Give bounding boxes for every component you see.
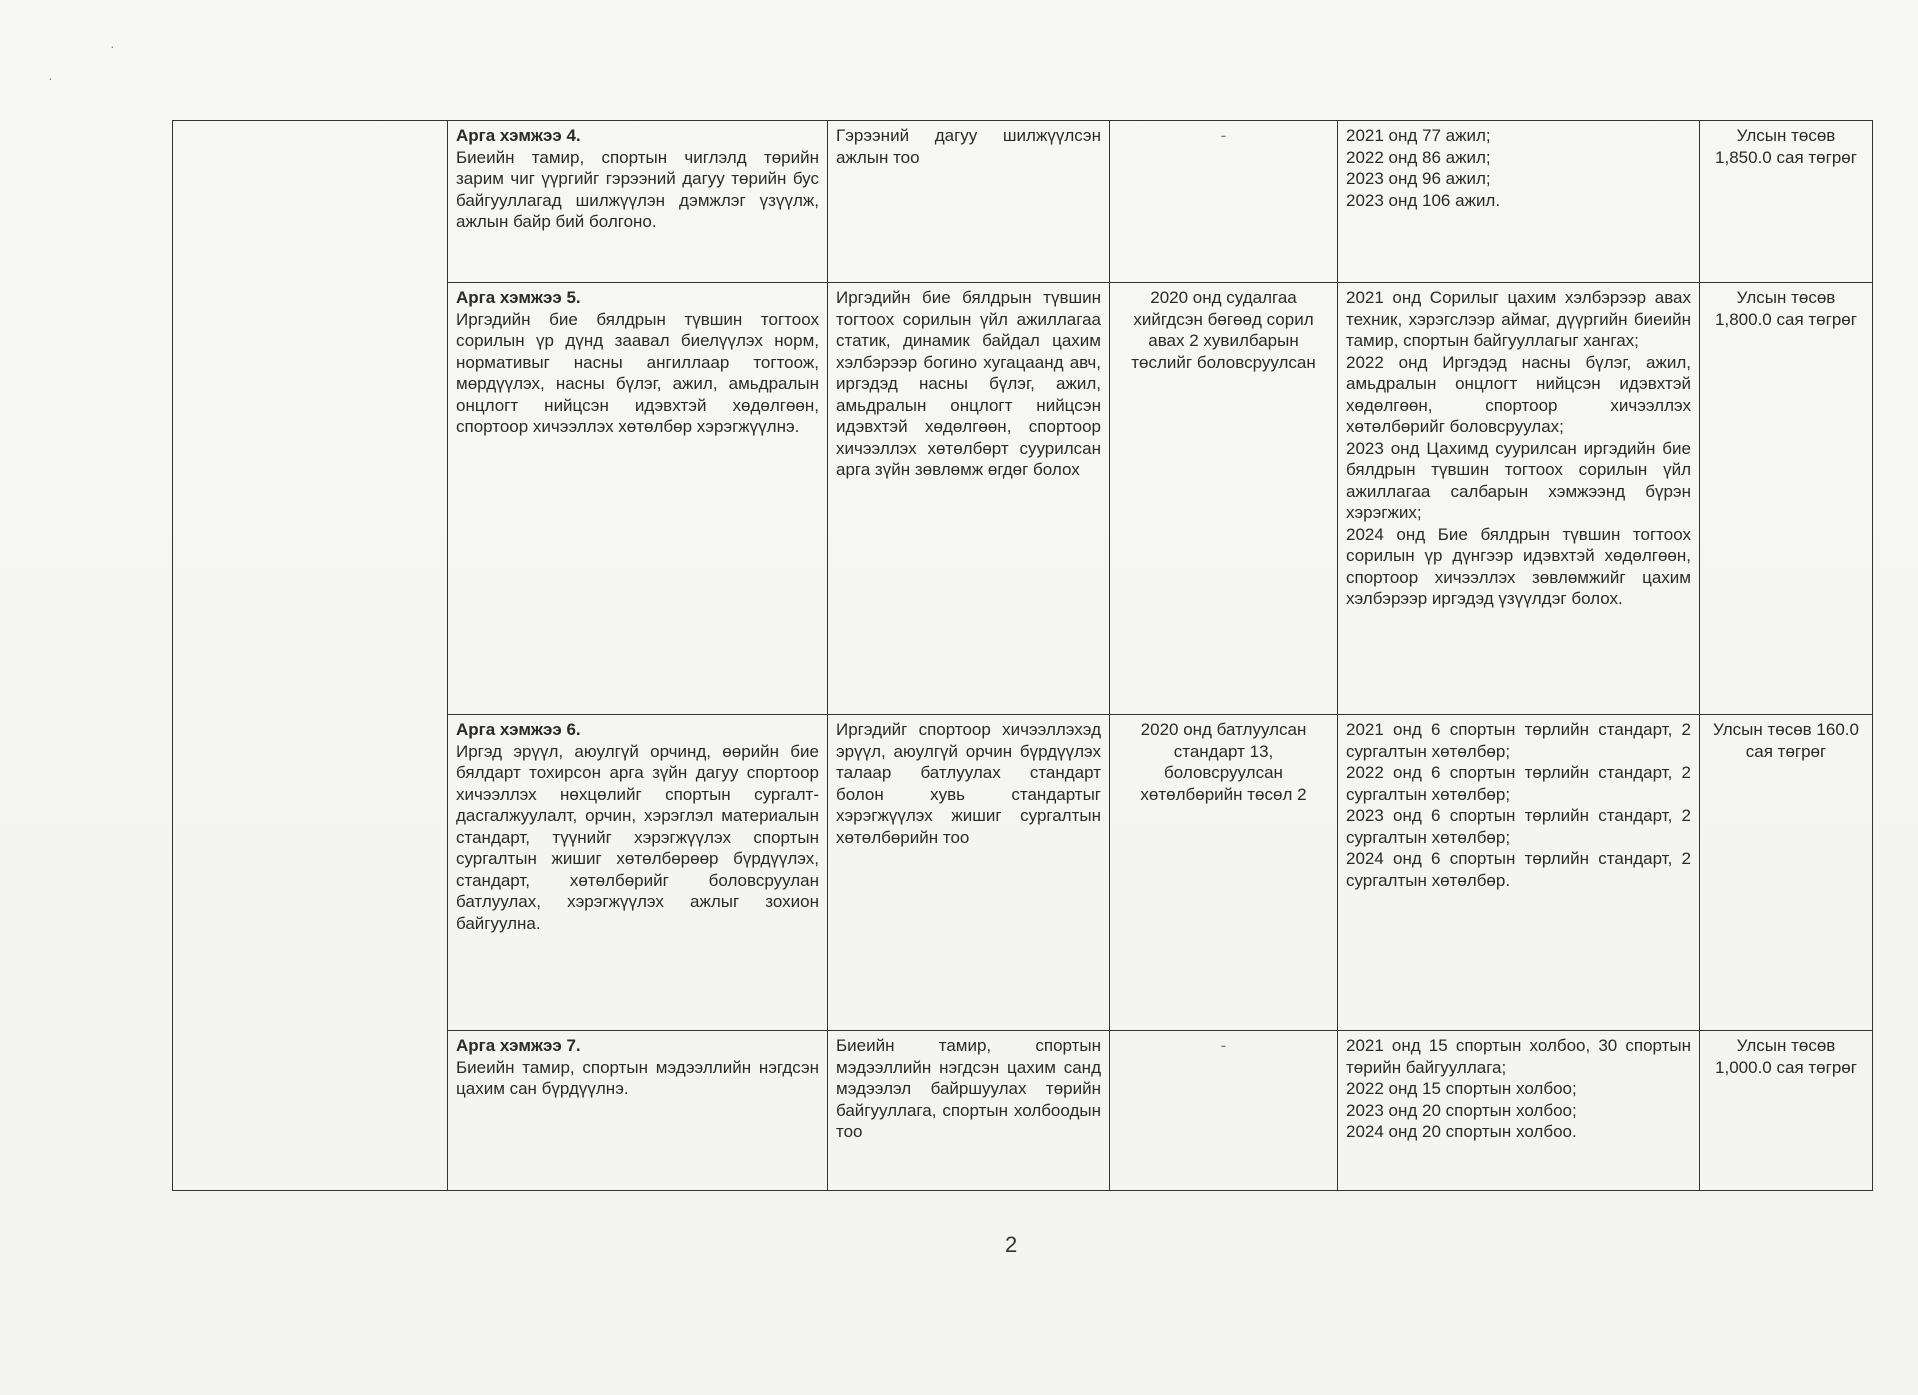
baseline-cell: 2020 онд судалгаа хийгдсэн бөгөөд сорил авах 2 хувилбарын төслийг боловсруулсан <box>1110 283 1338 715</box>
measure-title: Арга хэмжээ 5. <box>456 288 581 307</box>
target-item: 2023 онд 106 ажил. <box>1346 190 1501 210</box>
target-item: 2024 онд 6 спортын төрлийн стандарт, 2 сургалтын хөтөлбөр. <box>1346 849 1691 890</box>
objective-cell <box>173 121 448 1191</box>
target-item: 2023 онд 6 спортын төрлийн стандарт, 2 сургалтын хөтөлбөр; <box>1346 806 1691 847</box>
target-item: 2024 онд 20 спортын холбоо. <box>1346 1122 1577 1141</box>
target-cell <box>1338 121 1700 283</box>
baseline-text: - <box>1220 126 1227 145</box>
target-item: 2022 онд 86 ажил; <box>1346 147 1491 167</box>
target-item: 2023 онд 20 спортын холбоо; <box>1346 1100 1577 1120</box>
indicator-cell: Иргэдийн бие бялдрын түвшин тогтоох сорилын үйл ажиллагаа статик, динамик байдал цахим хэлбэрээр богино хугацаанд авч, иргэдэд насны бүлэг, ажил, амьдралын онцлогт нийцсэн идэвхтэй хөдөлгөөн, спортоор хичээллэх хөтөлбөрт суурилсан арга зүйн зөвлөмж өгдөг болох <box>828 283 1110 715</box>
budget-cell: Улсын төсөв 160.0 сая төгрөг <box>1700 715 1873 1031</box>
baseline-text: - <box>1220 1036 1227 1055</box>
measure-title: Арга хэмжээ 4. <box>456 126 581 145</box>
target-item: 2021 онд 6 спортын төрлийн стандарт, 2 сургалтын хөтөлбөр; <box>1346 720 1691 761</box>
measure-cell <box>448 715 828 1031</box>
baseline-cell <box>1110 121 1338 283</box>
target-item: 2024 онд Бие бялдрын түвшин тогтоох сорилын үр дүнгээр идэвхтэй хөдөлгөөн, спортоор хичээллэх зөвлөмжийг цахим хэлбэрээр иргэдэд үзүүлдэг болох. <box>1346 524 1691 608</box>
target-item: 2023 онд 96 ажил; <box>1346 169 1491 188</box>
target-item: 2021 онд 15 спортын холбоо, 30 спортын төрийн байгууллага; <box>1346 1036 1691 1077</box>
action-plan-table <box>172 120 1873 1191</box>
measure-cell <box>448 1031 828 1191</box>
measure-cell <box>448 283 828 715</box>
scan-speck: · <box>110 38 115 54</box>
target-item: 2021 онд 77 ажил; <box>1346 126 1491 145</box>
measure-text: Биеийн тамир, спортын мэдээллийн нэгдсэн цахим сан бүрдүүлнэ. <box>456 1057 819 1098</box>
target-item: 2022 онд 15 спортын холбоо; <box>1346 1079 1577 1098</box>
target-cell <box>1338 283 1700 715</box>
page-number: 2 <box>1005 1232 1018 1257</box>
measure-text: Иргэд эрүүл, аюулгүй орчинд, өөрийн бие бялдарт тохирсон арга зүйн дагуу спортоор хичээллэх нөхцөлийг спортын сургалт-дасгалжуулалт, орчин, хэрэглэл материалын стандарт, түүнийг хэрэгжүүлэх спортын сургалтын жишиг хөтөлбөрөөр бүрдүүлэх, стандарт, хөтөлбөрийг боловсруулан батлуулах, хэрэгжүүлэх ажлыг зохион байгуулна. <box>456 741 819 933</box>
baseline-cell: 2020 онд батлуулсан стандарт 13, боловсруулсан хөтөлбөрийн төсөл 2 <box>1110 715 1338 1031</box>
table-row <box>173 121 1873 283</box>
measure-text: Иргэдийн бие бялдрын түвшин тогтоох сорилын үр дүнд заавал биелүүлэх норм, нормативыг насны ангиллаар тогтоож, мөрдүүлэх, насны бүлэг, ажил, амьдралын онцлогт нийцсэн идэвхтэй хөдөлгөөн, спортоор хичээллэх хөтөлбөр хэрэгжүүлнэ. <box>456 309 819 436</box>
baseline-cell <box>1110 1031 1338 1191</box>
measure-text: Биеийн тамир, спортын чиглэлд төрийн зарим чиг үүргийг гэрээний дагуу төрийн бус байгууллагад шилжүүлэн дэмжлэг үзүүлж, ажлын байр бий болгоно. <box>456 147 819 231</box>
measure-cell <box>448 121 828 283</box>
indicator-cell: Биеийн тамир, спортын мэдээллийн нэгдсэн цахим санд мэдээлэл байршуулах төрийн байгууллага, спортын холбоодын тоо <box>828 1031 1110 1191</box>
measure-title: Арга хэмжээ 6. <box>456 720 581 739</box>
target-item: 2022 онд 6 спортын төрлийн стандарт, 2 сургалтын хөтөлбөр; <box>1346 763 1691 804</box>
budget-cell: Улсын төсөв 1,800.0 сая төгрөг <box>1700 283 1873 715</box>
budget-cell: Улсын төсөв 1,000.0 сая төгрөг <box>1700 1031 1873 1191</box>
indicator-cell: Иргэдийг спортоор хичээллэхэд эрүүл, аюулгүй орчин бүрдүүлэх талаар батлуулах стандарт болон хувь стандартыг хэрэгжүүлэх жишиг сургалтын хөтөлбөрийн тоо <box>828 715 1110 1031</box>
target-cell <box>1338 715 1700 1031</box>
measure-title: Арга хэмжээ 7. <box>456 1036 581 1055</box>
target-item: 2022 онд Иргэдэд насны бүлэг, ажил, амьдралын онцлогт нийцсэн идэвхтэй хөдөлгөөн, спортоор хичээллэх хөтөлбөрийг боловсруулах; <box>1346 352 1691 436</box>
budget-cell: Улсын төсөв 1,850.0 сая төгрөг <box>1700 121 1873 283</box>
target-cell <box>1338 1031 1700 1191</box>
indicator-cell: Гэрээний дагуу шилжүүлсэн ажлын тоо <box>828 121 1110 283</box>
target-item: 2023 онд Цахимд суурилсан иргэдийн бие бялдрын түвшин тогтоох сорилын үйл ажиллагаа салбарын хэмжээнд бүрэн хэрэгжих; <box>1346 438 1691 522</box>
target-item: 2021 онд Сорилыг цахим хэлбэрээр авах техник, хэрэгслээр аймаг, дүүргийн биеийн тамир, спортын байгууллагыг хангах; <box>1346 288 1691 350</box>
scan-speck: · <box>48 70 53 86</box>
